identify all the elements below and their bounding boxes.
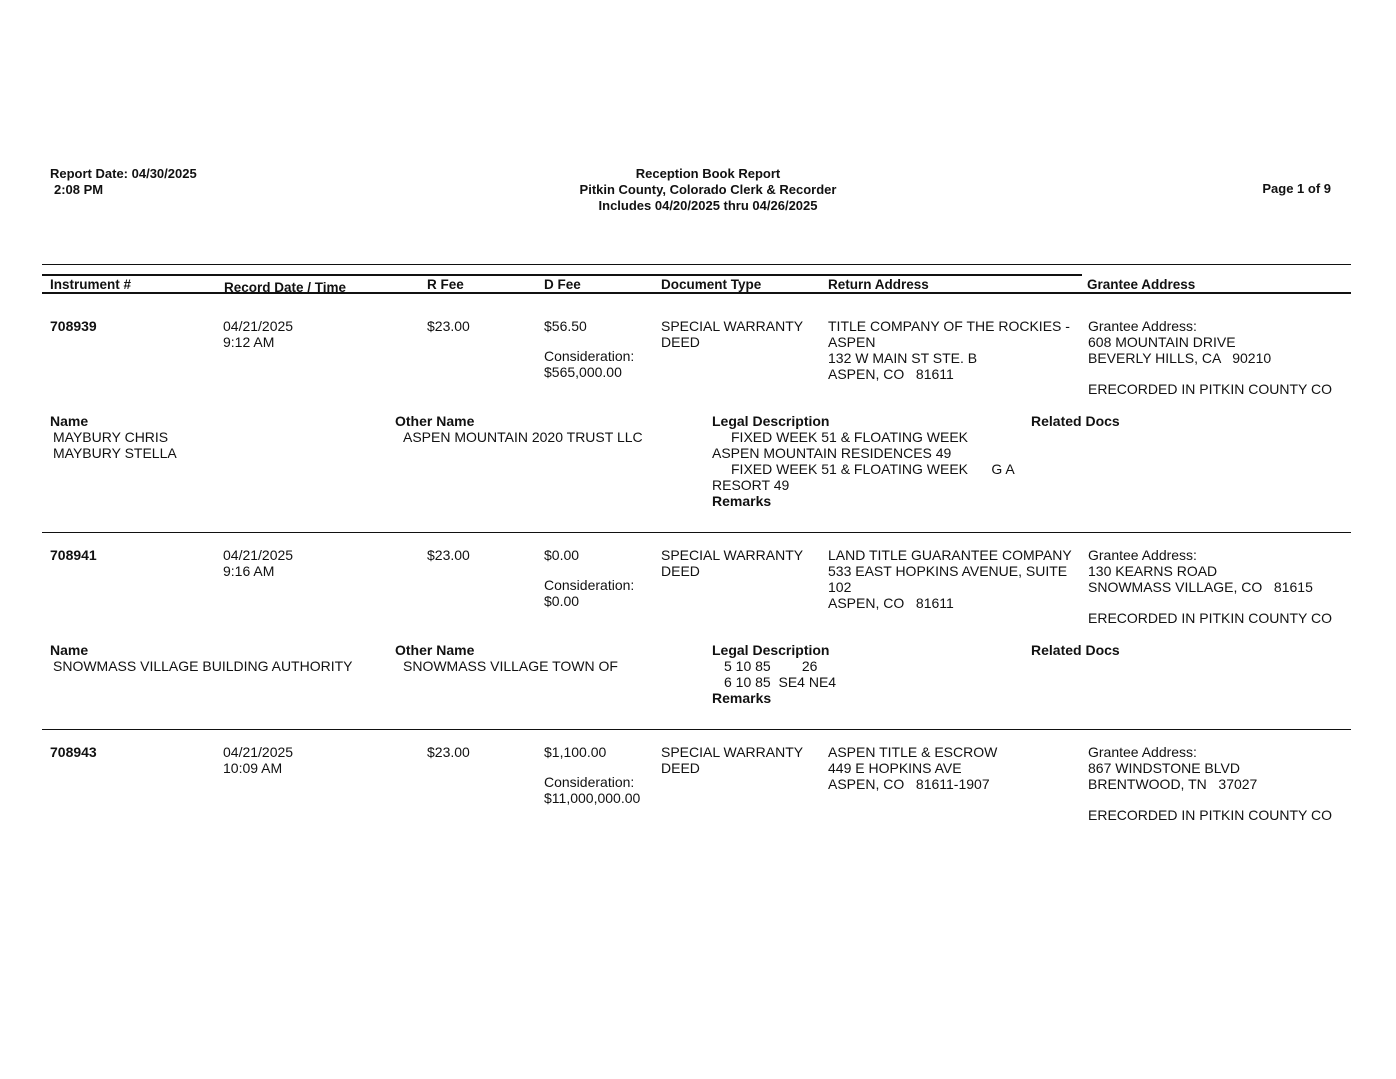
report-range: Includes 04/20/2025 thru 04/26/2025 xyxy=(598,198,818,213)
return-address-line: 533 EAST HOPKINS AVENUE, SUITE xyxy=(828,563,1068,579)
consideration-label: Consideration: xyxy=(544,774,635,790)
document-type: SPECIAL WARRANTY xyxy=(661,547,804,563)
remarks-label: Remarks xyxy=(712,493,772,509)
related-docs-label: Related Docs xyxy=(1031,642,1120,658)
consideration-label: Consideration: xyxy=(544,348,635,364)
col-instrument: Instrument # xyxy=(50,277,132,292)
col-return-address: Return Address xyxy=(828,277,929,292)
legal-description-label: Legal Description xyxy=(712,642,830,658)
other-name-label: Other Name xyxy=(395,413,475,429)
record-separator xyxy=(42,532,1351,533)
header-mid-rule xyxy=(42,274,1082,276)
record-time: 10:09 AM xyxy=(223,760,283,776)
grantee-address-line: SNOWMASS VILLAGE, CO 81615 xyxy=(1088,579,1313,595)
document-type: SPECIAL WARRANTY xyxy=(661,744,804,760)
party-name: MAYBURY STELLA xyxy=(53,445,177,461)
consideration-value: $11,000,000.00 xyxy=(544,790,641,806)
record-separator xyxy=(42,729,1351,730)
other-name: ASPEN MOUNTAIN 2020 TRUST LLC xyxy=(403,429,643,445)
d-fee: $1,100.00 xyxy=(544,744,607,760)
record-time: 9:12 AM xyxy=(223,334,275,350)
other-name: SNOWMASS VILLAGE TOWN OF xyxy=(403,658,618,674)
r-fee: $23.00 xyxy=(427,547,470,563)
col-record-date: Record Date / Time xyxy=(224,280,347,295)
grantee-address-line: 130 KEARNS ROAD xyxy=(1088,563,1218,579)
erecorded-note: ERECORDED IN PITKIN COUNTY CO xyxy=(1088,807,1332,823)
record-date: 04/21/2025 xyxy=(223,318,294,334)
col-r-fee: R Fee xyxy=(427,277,464,292)
grantee-address-line: 867 WINDSTONE BLVD xyxy=(1088,760,1240,776)
d-fee: $0.00 xyxy=(544,547,580,563)
consideration-value: $565,000.00 xyxy=(544,364,622,380)
return-address-line: ASPEN, CO 81611 xyxy=(828,366,954,382)
consideration-label: Consideration: xyxy=(544,577,635,593)
instrument-number: 708939 xyxy=(50,318,97,334)
report-date-block xyxy=(50,166,197,198)
name-label: Name xyxy=(50,413,89,429)
erecorded-note: ERECORDED IN PITKIN COUNTY CO xyxy=(1088,610,1332,626)
legal-description-line: ASPEN MOUNTAIN RESIDENCES 49 xyxy=(712,445,952,461)
related-docs-label: Related Docs xyxy=(1031,413,1120,429)
page-number: Page 1 of 9 xyxy=(1262,181,1331,196)
return-address-line: 102 xyxy=(828,579,852,595)
col-document-type: Document Type xyxy=(661,277,762,292)
legal-description-line: FIXED WEEK 51 & FLOATING WEEK xyxy=(731,429,969,445)
report-title: Reception Book Report xyxy=(635,166,781,181)
report-time: 2:08 PM xyxy=(54,182,104,197)
legal-description-line: 6 10 85 SE4 NE4 xyxy=(724,674,837,690)
report-title-block xyxy=(498,166,918,214)
document-type: SPECIAL WARRANTY xyxy=(661,318,804,334)
return-address-line: TITLE COMPANY OF THE ROCKIES - xyxy=(828,318,1070,334)
return-address-line: 132 W MAIN ST STE. B xyxy=(828,350,978,366)
col-d-fee: D Fee xyxy=(544,277,581,292)
grantee-address-line: 608 MOUNTAIN DRIVE xyxy=(1088,334,1236,350)
legal-description-line: RESORT 49 xyxy=(712,477,790,493)
name-label: Name xyxy=(50,642,89,658)
r-fee: $23.00 xyxy=(427,744,470,760)
col-grantee-address: Grantee Address xyxy=(1087,277,1196,292)
grantee-address-label: Grantee Address: xyxy=(1088,547,1197,563)
instrument-number: 708941 xyxy=(50,547,97,563)
legal-description-label: Legal Description xyxy=(712,413,830,429)
instrument-number: 708943 xyxy=(50,744,97,760)
party-name: SNOWMASS VILLAGE BUILDING AUTHORITY xyxy=(53,658,353,674)
r-fee: $23.00 xyxy=(427,318,470,334)
remarks-label: Remarks xyxy=(712,690,772,706)
report-subtitle: Pitkin County, Colorado Clerk & Recorder xyxy=(579,182,837,197)
return-address-line: ASPEN xyxy=(828,334,876,350)
grantee-address-label: Grantee Address: xyxy=(1088,318,1197,334)
document-type-cont: DEED xyxy=(661,760,700,776)
return-address-line: 449 E HOPKINS AVE xyxy=(828,760,962,776)
record-date: 04/21/2025 xyxy=(223,547,294,563)
party-name: MAYBURY CHRIS xyxy=(53,429,169,445)
report-date: Report Date: 04/30/2025 xyxy=(50,166,197,181)
record-time: 9:16 AM xyxy=(223,563,275,579)
other-name-label: Other Name xyxy=(395,642,475,658)
return-address-line: ASPEN, CO 81611-1907 xyxy=(828,776,990,792)
grantee-address-line: BRENTWOOD, TN 37027 xyxy=(1088,776,1258,792)
grantee-address-label: Grantee Address: xyxy=(1088,744,1197,760)
header-top-rule xyxy=(42,264,1351,265)
legal-description-line: 5 10 85 26 xyxy=(724,658,818,674)
return-address-line: ASPEN, CO 81611 xyxy=(828,595,954,611)
d-fee: $56.50 xyxy=(544,318,587,334)
record-date: 04/21/2025 xyxy=(223,744,294,760)
return-address-line: LAND TITLE GUARANTEE COMPANY xyxy=(828,547,1072,563)
document-type-cont: DEED xyxy=(661,563,700,579)
document-type-cont: DEED xyxy=(661,334,700,350)
grantee-address-line: BEVERLY HILLS, CA 90210 xyxy=(1088,350,1272,366)
erecorded-note: ERECORDED IN PITKIN COUNTY CO xyxy=(1088,381,1332,397)
return-address-line: ASPEN TITLE & ESCROW xyxy=(828,744,998,760)
legal-description-line: FIXED WEEK 51 & FLOATING WEEK G A xyxy=(731,461,1015,477)
consideration-value: $0.00 xyxy=(544,593,580,609)
